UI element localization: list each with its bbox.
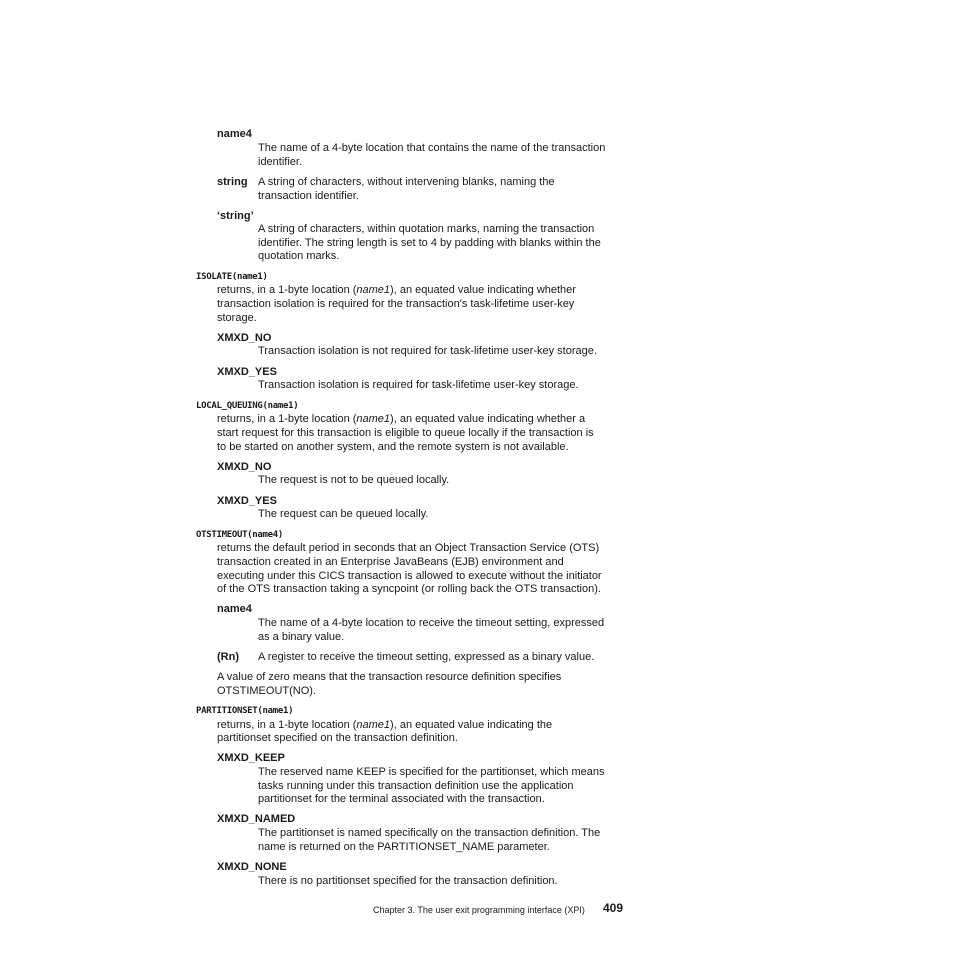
term-xmxd-no: XMXD_NO (217, 332, 272, 344)
term-rn: (Rn) (217, 651, 239, 663)
term-quoted-string: ‘string’ (217, 210, 254, 222)
desc-line: returns, in a 1-byte location (name1), an equated value indicating whether (217, 284, 576, 296)
desc-line: A string of characters, without intervening blanks, naming the (258, 176, 555, 188)
desc-line: The partitionset is named specifically on the transaction definition. The (258, 827, 601, 839)
desc-line: Transaction isolation is not required for task-lifetime user-key storage. (258, 345, 597, 357)
desc-line: returns, in a 1-byte location (name1), an equated value indicating whether a (217, 413, 586, 425)
desc-line: returns the default period in seconds that an Object Transaction Service (OTS) (217, 542, 600, 554)
term-xmxd-named: XMXD_NAMED (217, 813, 296, 825)
term-xmxd-yes: XMXD_YES (217, 366, 277, 378)
note-line: A value of zero means that the transaction resource definition specifies (217, 671, 562, 683)
desc-line: The request can be queued locally. (258, 508, 429, 520)
desc-line: as a binary value. (258, 630, 345, 643)
desc-line: The reserved name KEEP is specified for the partitionset, which means (258, 766, 605, 778)
page-number: 409 (603, 901, 624, 915)
term-xmxd-keep: XMXD_KEEP (217, 752, 285, 764)
desc-line: The name of a 4-byte location that contains the name of the transaction (258, 142, 606, 154)
note-line: OTSTIMEOUT(NO). (217, 684, 316, 697)
keyword-partitionset: PARTITIONSET(name1) (196, 706, 294, 716)
desc-line: tasks running under this transaction definition use the application (258, 779, 574, 792)
term-xmxd-yes: XMXD_YES (217, 495, 277, 507)
footer-chapter: Chapter 3. The user exit programming interface (XPI) (373, 905, 585, 915)
desc-line: A string of characters, within quotation marks, naming the transaction (258, 223, 595, 235)
term-string: string (217, 176, 248, 188)
desc-line: executing under this CICS transaction is allowed to execute without the initiator (217, 569, 602, 582)
desc-line: transaction created in an Enterprise JavaBeans (EJB) environment and (217, 556, 564, 568)
desc-line: Transaction isolation is required for task-lifetime user-key storage. (258, 379, 579, 391)
desc-line: The name of a 4-byte location to receive the timeout setting, expressed (258, 617, 605, 629)
desc-line: to be started on another system, and the remote system is not available. (217, 440, 569, 453)
term-xmxd-no: XMXD_NO (217, 461, 272, 473)
keyword-otstimeout: OTSTIMEOUT(name4) (196, 530, 284, 540)
desc-line: storage. (217, 311, 257, 324)
desc-line: There is no partitionset specified for the transaction definition. (258, 875, 558, 887)
desc-line: transaction isolation is required for the transaction's task-lifetime user-key (217, 298, 575, 310)
term-xmxd-none: XMXD_NONE (217, 861, 287, 873)
keyword-local-queuing: LOCAL_QUEUING(name1) (196, 401, 299, 411)
desc-line: partitionset for the terminal associated with the transaction. (258, 793, 545, 805)
desc-line: identifier. The string length is set to 4 by padding with blanks within the (258, 236, 601, 249)
desc-line: A register to receive the timeout setting, expressed as a binary value. (258, 651, 595, 663)
keyword-isolate: ISOLATE(name1) (196, 272, 268, 282)
desc-line: of the OTS transaction taking a syncpoint (or rolling back the OTS transaction). (217, 583, 601, 595)
desc-line: identifier. (258, 155, 303, 168)
desc-line: transaction identifier. (258, 189, 359, 202)
desc-line: partitionset specified on the transaction definition. (217, 732, 458, 744)
term-name4: name4 (217, 128, 252, 140)
desc-line: name is returned on the PARTITIONSET_NAME parameter. (258, 840, 550, 853)
desc-line: quotation marks. (258, 250, 340, 262)
desc-line: returns, in a 1-byte location (name1), an equated value indicating the (217, 719, 553, 731)
desc-line: start request for this transaction is eligible to queue locally if the transaction is (217, 427, 594, 439)
term-name4: name4 (217, 603, 252, 615)
desc-line: The request is not to be queued locally. (258, 474, 450, 486)
